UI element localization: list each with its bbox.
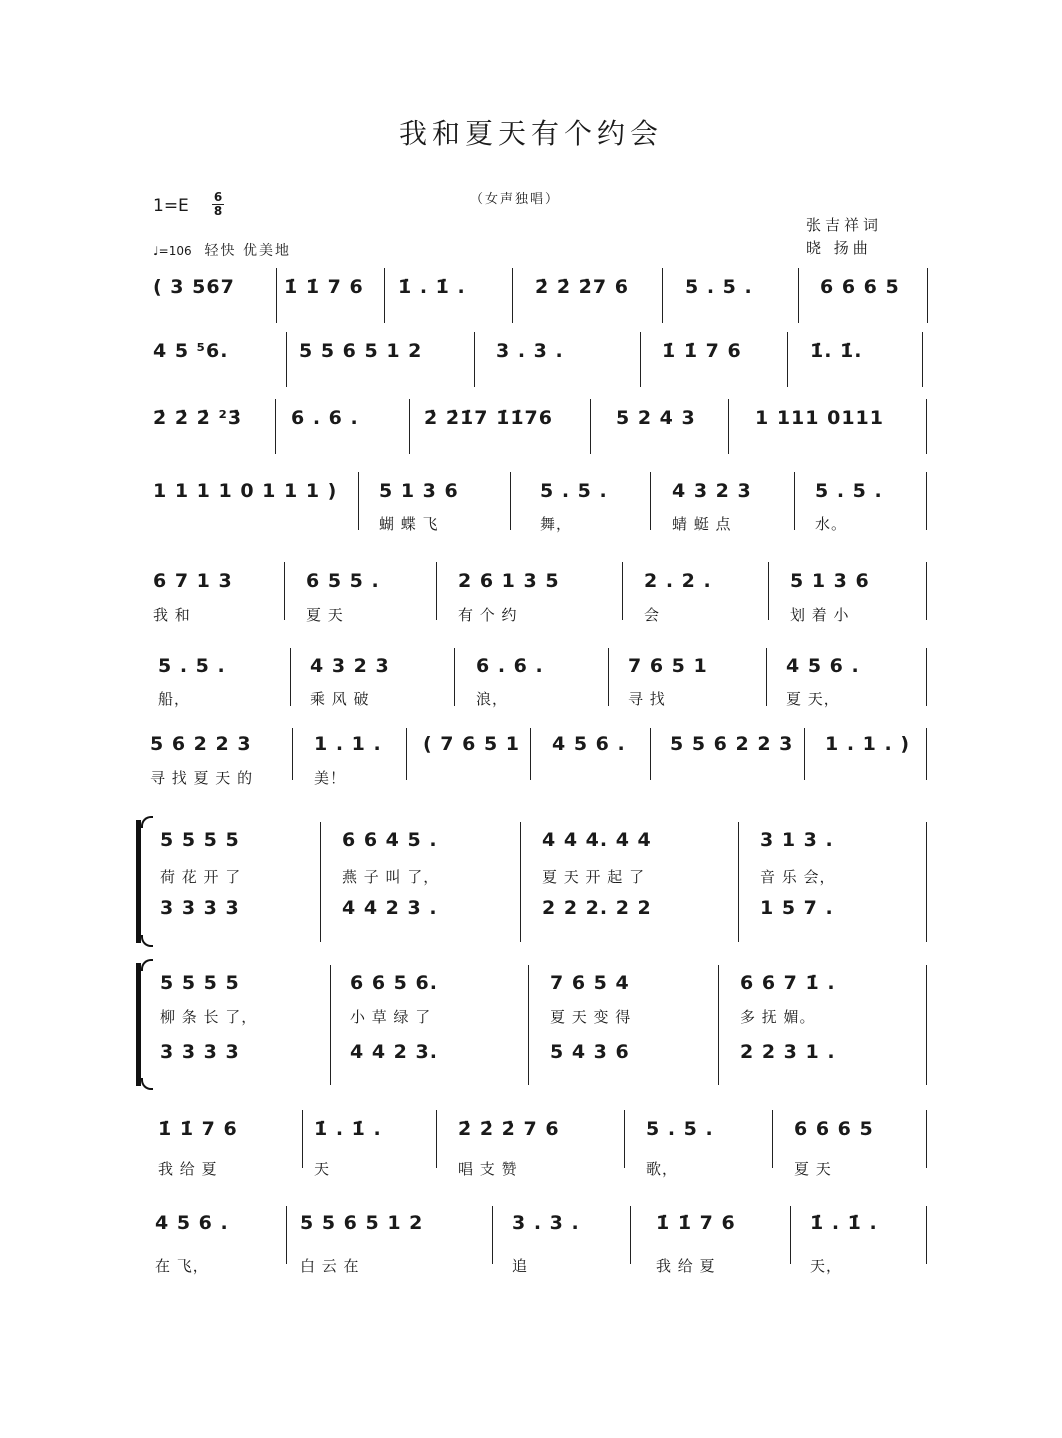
bar-line	[292, 728, 293, 780]
measure-notes: 4 5 6 .	[155, 1212, 229, 1234]
measure-notes: 6 6 6 5	[820, 276, 900, 298]
lyric-line: 有 个 约	[458, 606, 518, 624]
bar-line	[436, 1110, 437, 1168]
lyric-line: 夏 天 变 得	[550, 1008, 632, 1026]
lyric-line: 我 给 夏	[158, 1160, 218, 1178]
bar-line	[384, 268, 385, 323]
lyric-line: 柳 条 长 了，	[160, 1008, 258, 1026]
harmony-notes: 3 3 3 3	[160, 1041, 240, 1063]
measure-notes: 1̇ 1̇ 7 6	[284, 276, 364, 298]
bar-line	[766, 648, 767, 706]
lyric-line: 夏 天，	[786, 690, 840, 708]
lyric-line: 荷 花 开 了	[160, 868, 242, 886]
measure-notes: 4 4 4. 4 4	[542, 829, 652, 851]
bar-line	[528, 965, 529, 1085]
bar-line	[358, 472, 359, 530]
lyric-line: 美！	[314, 769, 347, 787]
bar-line	[286, 1206, 287, 1264]
bar-line	[718, 965, 719, 1085]
lyric-line: 音 乐 会，	[760, 868, 836, 886]
bar-line	[790, 1206, 791, 1264]
lyric-line: 船，	[158, 690, 191, 708]
lyric-line: 寻 找	[628, 690, 666, 708]
bar-line	[650, 728, 651, 780]
bar-line	[406, 728, 407, 780]
bar-line	[662, 268, 663, 323]
measure-notes: 3 1 3 .	[760, 829, 834, 851]
measure-notes: 4 5 6 .	[552, 733, 626, 755]
bar-line	[926, 399, 927, 454]
lyric-line: 蜻 蜓 点	[672, 515, 732, 533]
measure-notes: 5 . 5 .	[685, 276, 753, 298]
measure-notes: 1̇ 1̇ 7 6	[656, 1212, 736, 1234]
measure-notes: 5 1 3 6	[379, 480, 459, 502]
measure-notes: 5 5 5 5	[160, 972, 240, 994]
measure-notes: 4 3 2 3	[672, 480, 752, 502]
bar-line	[927, 268, 928, 323]
bar-line	[275, 399, 276, 454]
measure-notes: 5 . 5 .	[158, 655, 226, 677]
time-signature-top: 6	[213, 190, 223, 204]
bar-line	[926, 822, 927, 942]
bar-line	[926, 472, 927, 530]
harmony-notes: 1 5 7 .	[760, 897, 834, 919]
bar-line	[728, 399, 729, 454]
lyric-line: 会	[644, 606, 661, 624]
composer: 晓 扬曲	[806, 239, 872, 257]
measure-notes: 2̇ 2̇ 2̇7 6	[535, 276, 629, 298]
bar-line	[926, 648, 927, 706]
measure-notes: 6 6 6 5	[794, 1118, 874, 1140]
measure-notes: 6 5 5 .	[306, 570, 380, 592]
lyric-line: 天，	[810, 1257, 843, 1275]
measure-notes: 6 . 6 .	[476, 655, 544, 677]
lyric-line: 追	[512, 1257, 529, 1275]
bar-line	[409, 399, 410, 454]
lyric-line: 小 草 绿 了	[350, 1008, 432, 1026]
bar-line	[590, 399, 591, 454]
measure-notes: 2 . 2 .	[644, 570, 712, 592]
measure-notes: 1 1 1 1 0 1 1 1 )	[153, 480, 338, 502]
lyric-line: 寻 找 夏 天 的	[150, 769, 254, 787]
measure-notes: 2 6 1 3 5	[458, 570, 560, 592]
measure-notes: 5 5 6 5 1 2	[299, 340, 423, 362]
harmony-notes: 4 4 2 3.	[350, 1041, 438, 1063]
harmony-notes: 5 4 3 6	[550, 1041, 630, 1063]
measure-notes: 5 5 6 5 1 2	[300, 1212, 424, 1234]
song-title: 我和夏天有个约会	[398, 117, 663, 150]
bar-line	[286, 332, 287, 387]
lyric-line: 水。	[815, 515, 848, 533]
lyric-line: 划 着 小	[790, 606, 850, 624]
tempo-marking	[153, 240, 291, 260]
system-bracket	[136, 963, 141, 1086]
measure-notes: 1̇ 1̇ 7 6	[158, 1118, 238, 1140]
bar-line	[768, 562, 769, 620]
measure-notes: 6 6 7 1̇ .	[740, 972, 836, 994]
measure-notes: 1̇ . 1̇ .	[398, 276, 466, 298]
lyric-line: 我 和	[153, 606, 191, 624]
measure-notes: 2̇ 2̇ 2̇ 7 6	[458, 1118, 560, 1140]
lyric-line: 舞，	[540, 515, 573, 533]
lyric-line: 浪，	[476, 690, 509, 708]
bar-line	[276, 268, 277, 323]
bar-line	[926, 562, 927, 620]
bar-line	[302, 1110, 303, 1168]
bar-line	[530, 728, 531, 780]
bar-line	[630, 1206, 631, 1264]
measure-notes: 1̇ . 1̇ .	[314, 1118, 382, 1140]
measure-notes: 4 5 6 .	[786, 655, 860, 677]
bar-line	[608, 648, 609, 706]
measure-notes: 1 . 1 .	[314, 733, 382, 755]
measure-notes: 1̇. 1̇.	[810, 340, 863, 362]
bar-line	[290, 648, 291, 706]
lyric-line: 夏 天	[306, 606, 344, 624]
bar-line	[772, 1110, 773, 1168]
bar-line	[284, 562, 285, 620]
bar-line	[926, 965, 927, 1085]
bar-line	[474, 332, 475, 387]
measure-notes: 5 5 6 2 2 3	[670, 733, 794, 755]
harmony-notes: 3 3 3 3	[160, 897, 240, 919]
bar-line	[650, 472, 651, 530]
measure-notes: 6 6 4 5 .	[342, 829, 438, 851]
measure-notes: 2̇ 2̇1̇7 1̇1̇76	[424, 407, 553, 429]
measure-notes: 6 . 6 .	[291, 407, 359, 429]
bar-line	[640, 332, 641, 387]
lyric-line: 在 飞，	[155, 1257, 209, 1275]
harmony-notes: 2 2 3 1 .	[740, 1041, 836, 1063]
bar-line	[922, 332, 923, 387]
bar-line	[454, 648, 455, 706]
bar-line	[926, 728, 927, 780]
lyric-line: 歌，	[646, 1160, 679, 1178]
lyric-line: 天	[314, 1160, 331, 1178]
bar-line	[622, 562, 623, 620]
measure-notes: 1 111 0111	[755, 407, 884, 429]
lyric-line: 燕 子 叫 了，	[342, 868, 440, 886]
bar-line	[787, 332, 788, 387]
bar-line	[436, 562, 437, 620]
key-signature: 1=E	[153, 196, 189, 216]
measure-notes: 5 . 5 .	[646, 1118, 714, 1140]
bar-line	[520, 822, 521, 942]
bar-line	[798, 268, 799, 323]
lyric-line: 唱 支 赞	[458, 1160, 518, 1178]
bar-line	[804, 728, 805, 780]
bar-line	[926, 1206, 927, 1264]
bar-line	[794, 472, 795, 530]
bar-line	[510, 472, 511, 530]
measure-notes: 1̇ . 1̇ .	[810, 1212, 878, 1234]
measure-notes: 2̇ 2̇ 2̇ ²3̇	[153, 407, 243, 429]
measure-notes: 4 3 2 3	[310, 655, 390, 677]
measure-notes: ( 3 567	[153, 276, 235, 298]
measure-notes: 5 . 5 .	[540, 480, 608, 502]
measure-notes: 5 5 5 5	[160, 829, 240, 851]
time-signature-bottom: 8	[213, 204, 223, 218]
harmony-notes: 4 4 2 3 .	[342, 897, 438, 919]
lyric-line: 乘 风 破	[310, 690, 370, 708]
lyric-line: 白 云 在	[300, 1257, 360, 1275]
measure-notes: 6 6 5 6.	[350, 972, 438, 994]
lyric-line: 我 给 夏	[656, 1257, 716, 1275]
tempo-text: 轻快 优美地	[204, 243, 291, 259]
measure-notes: 7 6 5 1	[628, 655, 708, 677]
measure-notes: 5 . 5 .	[815, 480, 883, 502]
bar-line	[512, 268, 513, 323]
measure-notes: 5 1 3 6	[790, 570, 870, 592]
tempo-bpm: ♩=106	[153, 244, 192, 258]
bar-line	[320, 822, 321, 942]
bar-line	[926, 1110, 927, 1168]
subtitle: （女声独唱）	[470, 192, 561, 207]
measure-notes: 3 . 3 .	[496, 340, 564, 362]
bar-line	[330, 965, 331, 1085]
bar-line	[492, 1206, 493, 1264]
measure-notes: 7 6 5 4	[550, 972, 630, 994]
harmony-notes: 2 2 2. 2 2	[542, 897, 652, 919]
measure-notes: 3 . 3 .	[512, 1212, 580, 1234]
time-signature	[212, 191, 224, 218]
measure-notes: 5 6 2 2 3	[150, 733, 252, 755]
lyric-line: 多 抚 媚。	[740, 1008, 816, 1026]
measure-notes: ( 7 6 5 1	[423, 733, 521, 755]
measure-notes: 6 7 1 3	[153, 570, 233, 592]
measure-notes: 1 . 1 . )	[825, 733, 911, 755]
lyric-line: 夏 天	[794, 1160, 832, 1178]
measure-notes: 4 5 ⁵6.	[153, 340, 229, 362]
measure-notes: 1̇ 1̇ 7 6	[662, 340, 742, 362]
bar-line	[738, 822, 739, 942]
lyric-line: 蝴 蝶 飞	[379, 515, 439, 533]
bar-line	[624, 1110, 625, 1168]
measure-notes: 5 2 4 3	[616, 407, 696, 429]
lyricist: 张吉祥词	[806, 216, 883, 234]
system-bracket	[136, 820, 141, 943]
lyric-line: 夏 天 开 起 了	[542, 868, 646, 886]
